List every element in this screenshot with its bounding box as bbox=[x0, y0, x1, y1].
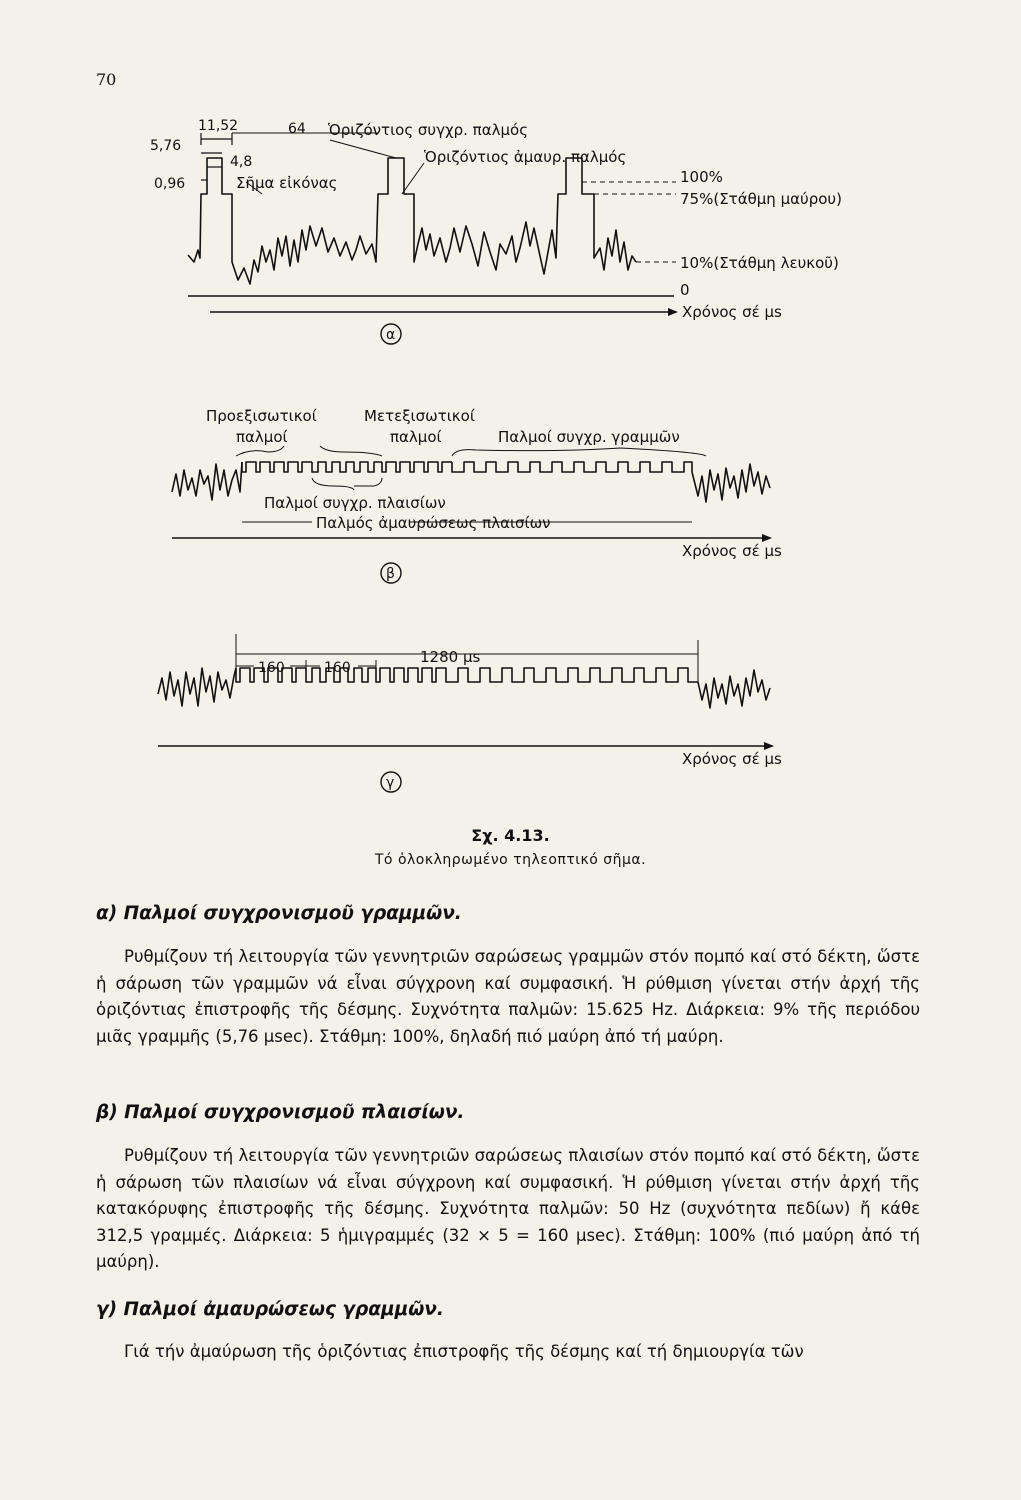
panel-c-video-right bbox=[698, 670, 770, 708]
panel-a-axis-arrow-icon bbox=[668, 308, 678, 316]
panel-a-marker: α bbox=[386, 327, 396, 343]
panel-b-axis-arrow-icon bbox=[762, 534, 772, 542]
horizontal-blanking-pulse-label: Ὁριζόντιος ἀμαυρ. παλμός bbox=[424, 148, 627, 166]
label-160-a: 160 bbox=[258, 660, 285, 676]
level-0-label: 0 bbox=[680, 281, 690, 299]
pre-equalizing-label: Προεξισωτικοί bbox=[206, 407, 317, 425]
picture-signal-label: Σῆμα εἰκόνας bbox=[236, 174, 338, 192]
panel-b-pre-equalizing-pulses bbox=[242, 462, 312, 472]
figure-caption-number: Σχ. 4.13. bbox=[471, 826, 550, 845]
section-body-line-blanking: Γιά τήν ἀμαύρωση τῆς ὁριζόντιας ἐπιστροφῆς τῆς δέσμης καί τή δημιουργία τῶν bbox=[124, 1342, 804, 1361]
panel-c-axis-arrow-icon bbox=[764, 742, 774, 750]
panel-b-time-axis-label: Χρόνος σέ μs bbox=[682, 542, 782, 560]
figure-caption-text: Τό ὁλοκληρωμένο τηλεοπτικό σῆμα. bbox=[374, 852, 647, 868]
label-5-76: 5,76 bbox=[150, 138, 182, 154]
panel-a-time-axis-label: Χρόνος σέ μs bbox=[682, 303, 782, 321]
pre-equalizing-label-2: παλμοί bbox=[236, 428, 288, 446]
panel-b-post-equalizing-pulses bbox=[382, 462, 452, 472]
panel-b-video-right bbox=[692, 464, 770, 502]
section-heading-line-blanking: γ) Παλμοί ἀμαυρώσεως γραμμῶν. bbox=[96, 1299, 444, 1320]
panel-c-sync-pulses bbox=[236, 668, 698, 682]
line-sync-pulses-label: Παλμοί συγχρ. γραμμῶν bbox=[498, 428, 680, 446]
panel-c-video-left bbox=[158, 668, 236, 706]
page-number: 70 bbox=[96, 70, 117, 89]
panel-b-video-left bbox=[172, 462, 242, 500]
panel-b-marker: β bbox=[386, 566, 395, 582]
label-11-52: 11,52 bbox=[198, 118, 239, 134]
panel-b-field-sync-pulses bbox=[312, 462, 382, 472]
panel-b-line-sync-pulses bbox=[452, 462, 692, 472]
field-blanking-pulse-label: Παλμός ἀμαυρώσεως πλαισίων bbox=[316, 514, 551, 532]
horizontal-sync-pulse-label: Ὁριζόντιος συγχρ. παλμός bbox=[328, 121, 528, 139]
post-equalizing-label: Μετεξισωτικοί bbox=[364, 407, 475, 425]
section-heading-field-sync: β) Παλμοί συγχρονισμοῦ πλαισίων. bbox=[96, 1102, 465, 1123]
label-160-b: 160 bbox=[324, 660, 351, 676]
label-4-8: 4,8 bbox=[230, 154, 253, 170]
field-sync-pulses-label: Παλμοί συγχρ. πλαισίων bbox=[264, 494, 446, 512]
label-64: 64 bbox=[288, 121, 306, 137]
section-heading-line-sync: α) Παλμοί συγχρονισμοῦ γραμμῶν. bbox=[96, 903, 462, 924]
section-body-line-sync: Ρυθμίζουν τή λειτουργία τῶν γεννητριῶν σαρώσεως γραμμῶν στόν πομπό καί στό δέκτη, ὥστε ἡ σάρωση τῶν γραμμῶν νά εἶναι σύγχρονη καί συμφασική. Ἡ ρύθμιση γίνεται στήν ἀρχή τῆς ὁριζόντιας ἐπιστροφῆς τῆς δέσμης. Συχνότητα παλμῶν: 15.625 Hz. Διάρκεια: 9% τῆς περιόδου μιᾶς γραμμῆς (5,76 μsec). Στάθμη: 100%, δηλαδή πιό μαύρη ἀπό τή μαύρη. bbox=[96, 947, 920, 1046]
panel-c-time-axis-label: Χρόνος σέ μs bbox=[682, 750, 782, 768]
post-equalizing-label-2: παλμοί bbox=[390, 428, 442, 446]
label-0-96: 0,96 bbox=[154, 176, 186, 192]
level-75-label: 75%(Στάθμη μαύρου) bbox=[680, 190, 842, 208]
section-body-field-sync: Ρυθμίζουν τή λειτουργία τῶν γεννητριῶν σαρώσεως πλαισίων στόν πομπό καί στό δέκτη, ὥστε ἡ σάρωση τῶν πλαισίων νά εἶναι σύγχρονη καί συμφασική. Ἡ ρύθμιση γίνεται στήν ἀρχή τῆς κατακόρυφης ἐπιστροφῆς τῆς δέσμης. Συχνότητα παλμῶν: 50 Hz (συχνότητα πεδίων) ἤ κάθε 312,5 γραμμές. Διάρκεια: 5 ἡμιγραμμές (32 × 5 = 160 μsec). Στάθμη: 100% (πιό μαύρη ἀπό τή μαύρη). bbox=[96, 1146, 920, 1271]
level-100-label: 100% bbox=[680, 168, 723, 186]
label-1280: 1280 μs bbox=[420, 648, 481, 666]
panel-c-marker: γ bbox=[386, 775, 395, 791]
level-10-label: 10%(Στάθμη λευκοῦ) bbox=[680, 254, 839, 272]
